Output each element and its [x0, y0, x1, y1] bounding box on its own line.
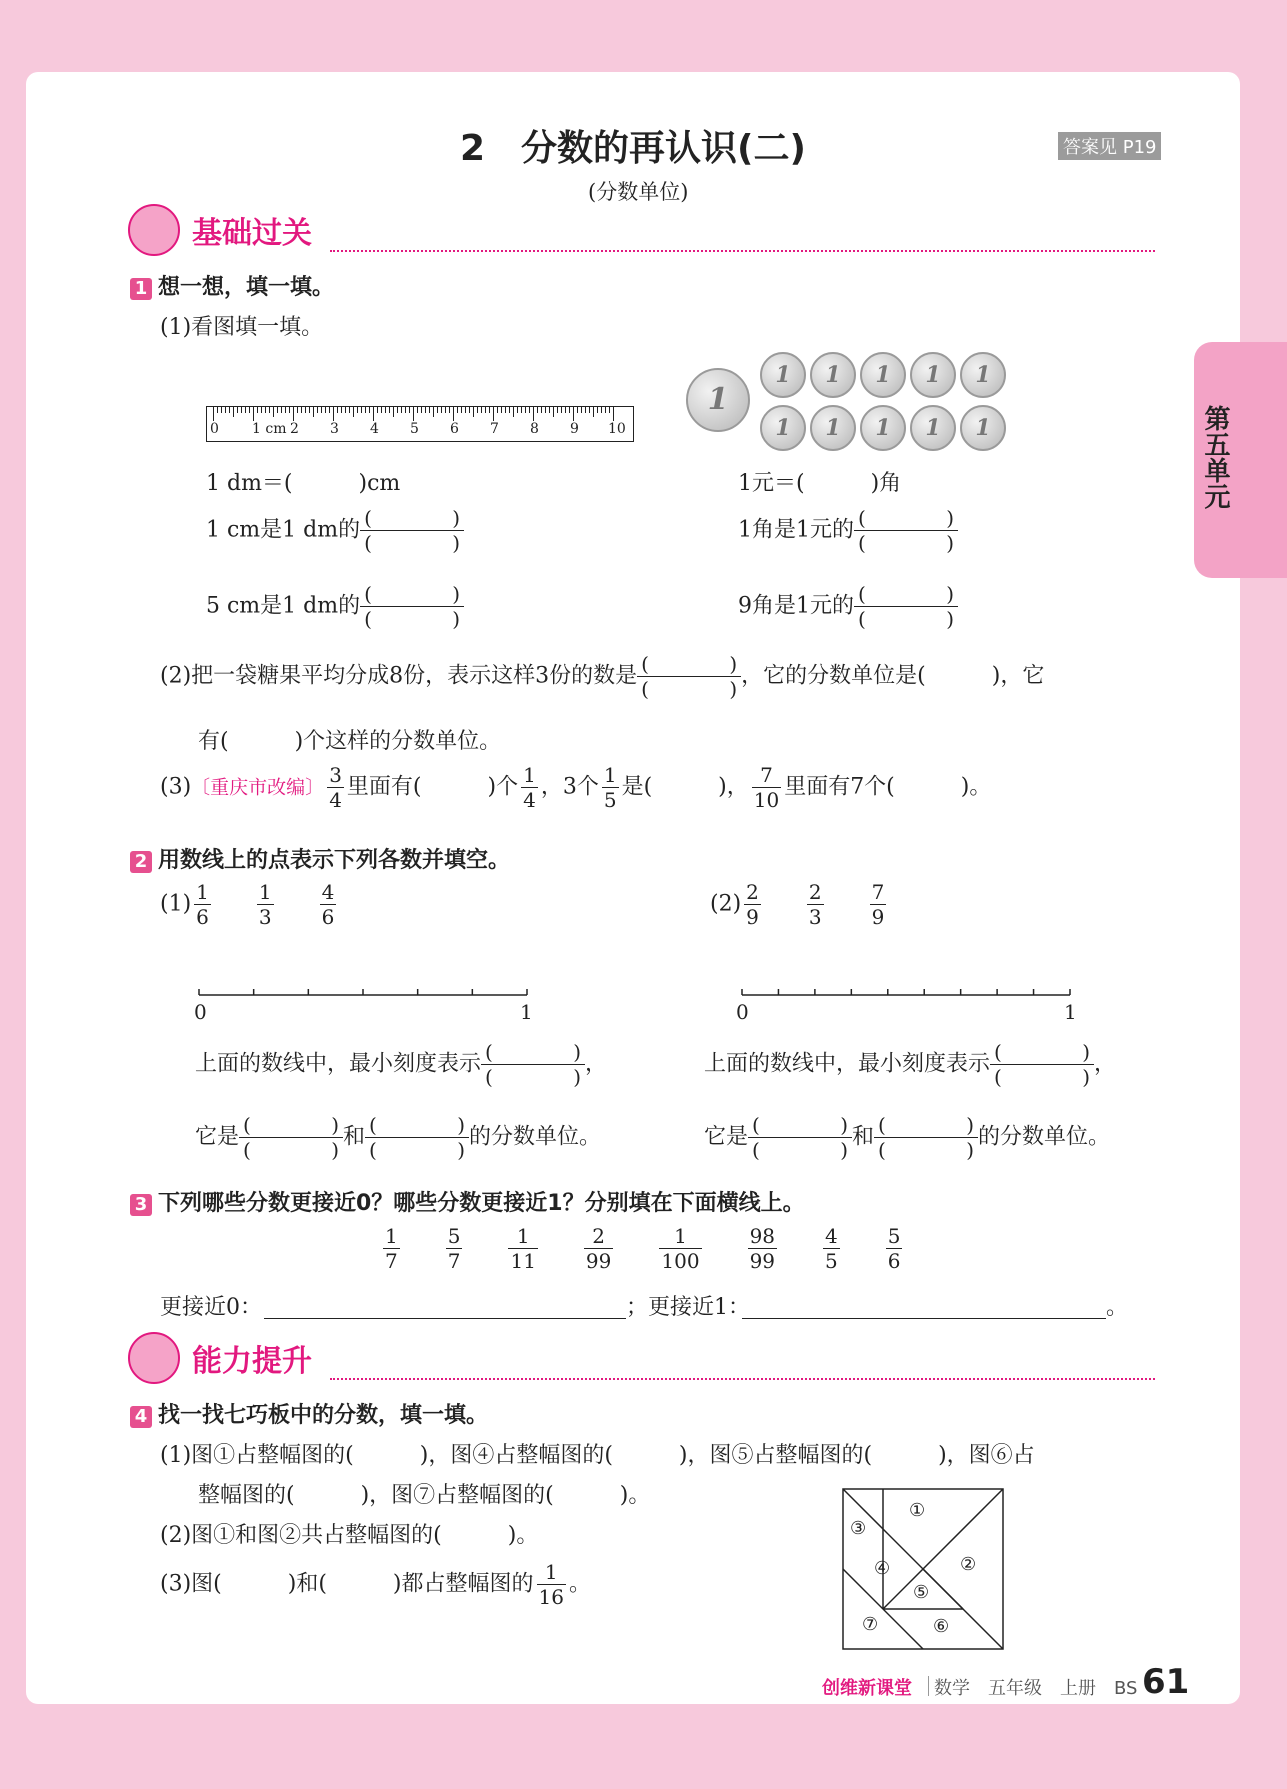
ruler-tick	[309, 407, 310, 413]
q1-header	[130, 270, 334, 301]
ruler-tick	[521, 407, 522, 413]
5cm-of-dm-text: 5 cm是1 dm的	[206, 593, 361, 619]
ruler-tick	[393, 407, 394, 417]
ruler-tick	[513, 407, 514, 417]
fraction-3-4: $\frac{3}{4}$	[329, 763, 342, 812]
fraction-7-9: $\frac{7}{9}$	[871, 880, 885, 929]
q2-part1-label: (1)	[160, 891, 192, 917]
ruler-tick	[337, 407, 338, 413]
ruler-tick	[417, 407, 418, 413]
ruler-tick	[361, 407, 362, 413]
q2-set2	[710, 880, 889, 929]
ruler-tick	[549, 407, 550, 413]
q4-line4	[160, 1560, 591, 1609]
9jiao-of-yuan-text: 9角是1元的	[738, 593, 854, 619]
q3-header	[130, 1186, 805, 1217]
ruler-tick	[397, 407, 398, 413]
ruler-tick	[573, 407, 574, 421]
fraction-blank[interactable]: ( ) ( )	[874, 1113, 978, 1162]
ruler-tick	[269, 407, 270, 413]
coin-yuan-icon: 1	[686, 368, 750, 432]
fraction-blank[interactable]: ( ) ( )	[481, 1040, 585, 1089]
q4-end-mark: 。	[568, 1571, 591, 1597]
fraction-98-99: $\frac{98}{99}$	[749, 1224, 776, 1273]
coin-jiao-icon: 1	[860, 405, 906, 451]
ruler-tick	[529, 407, 530, 413]
ruler-tick	[429, 407, 430, 413]
ruler-tick	[273, 407, 274, 417]
ruler-tick	[537, 407, 538, 413]
coin-jiao-icon: 1	[760, 405, 806, 451]
cm-of-dm-text: 1 cm是1 dm的	[206, 517, 361, 543]
fraction-2-9: $\frac{2}{9}$	[746, 880, 759, 929]
q1-sub3-text[interactable]: 是( )，	[621, 774, 749, 800]
ruler-label: 2	[290, 421, 299, 437]
ruler-tick	[461, 407, 462, 413]
ruler-tick	[341, 407, 342, 413]
source-tag: 〔重庆市改编〕	[191, 776, 325, 799]
closer-to-1-label: ；更接近1：	[626, 1295, 750, 1320]
section-title-basic: 基础过关	[192, 216, 312, 251]
ruler-tick	[465, 407, 466, 413]
q3-prompt: 下列哪些分数更接近0？哪些分数更接近1？分别填在下面横线上。	[158, 1191, 805, 1216]
ruler-tick	[369, 407, 370, 413]
ruler-tick	[345, 407, 346, 413]
ruler-tick	[225, 407, 226, 413]
ruler-tick	[233, 407, 234, 417]
ruler-label: 1 cm	[252, 421, 287, 437]
tangram-piece-label: ①	[909, 1500, 926, 1521]
ruler-tick	[365, 407, 366, 413]
ruler-tick	[485, 407, 486, 413]
ruler-tick	[321, 407, 322, 413]
coin-jiao-icon: 1	[810, 405, 856, 451]
ruler-label: 3	[330, 421, 339, 437]
q2-prompt: 用数线上的点表示下列各数并填空。	[158, 848, 511, 873]
ruler-tick	[593, 407, 594, 417]
q2-text: 上面的数线中，最小刻度表示	[195, 1051, 482, 1077]
ruler-tick	[453, 407, 454, 421]
ruler-tick	[441, 407, 442, 413]
ruler-tick	[373, 407, 374, 421]
ruler-tick	[277, 407, 278, 413]
ruler-tick	[517, 407, 518, 413]
q2-text: 和	[852, 1124, 875, 1150]
ruler-tick	[565, 407, 566, 413]
ruler-tick	[221, 407, 222, 413]
q4-line3[interactable]: (2)图①和图②共占整幅图的( )。	[160, 1523, 539, 1548]
ruler-label: 10	[608, 421, 626, 437]
fraction-2-99: $\frac{2}{99}$	[585, 1224, 612, 1273]
number-line-one-label: 1	[520, 1000, 533, 1024]
coin-jiao-icon: 1	[960, 352, 1006, 398]
tangram-piece-label: ③	[850, 1518, 867, 1539]
tangram-piece-label: ⑥	[933, 1616, 950, 1637]
fraction-1-4: $\frac{1}{4}$	[523, 763, 536, 812]
page-subtitle: (分数单位)	[588, 180, 689, 204]
section-divider	[330, 250, 1155, 252]
fraction-5-7: $\frac{5}{7}$	[447, 1224, 461, 1273]
ruler-tick	[437, 407, 438, 413]
q1-sub2-text-c[interactable]: 有( )个这样的分数单位。	[198, 729, 502, 754]
q1-sub3-text: ，3个	[540, 774, 599, 800]
q1-sub3-label: (3)	[160, 774, 192, 800]
fraction-blank[interactable]: ( ) ( )	[239, 1113, 343, 1162]
footer-info: 数学 五年级 上册 BS	[934, 1678, 1138, 1699]
ruler-tick	[389, 407, 390, 413]
ruler-tick	[569, 407, 570, 413]
ruler-tick	[237, 407, 238, 413]
ruler-tick	[333, 407, 334, 421]
ruler-tick	[489, 407, 490, 413]
fraction-7-10: $\frac{7}{10}$	[753, 763, 780, 812]
ruler-tick	[261, 407, 262, 413]
fraction-1-3: $\frac{1}{3}$	[258, 880, 272, 929]
ruler-tick	[473, 407, 474, 417]
q1-sub3-text[interactable]: 里面有( )个	[346, 774, 519, 800]
ruler-tick	[257, 407, 258, 413]
q1-sub3-line	[160, 763, 991, 812]
ruler-tick	[401, 407, 402, 413]
fraction-blank[interactable]: ( ) ( )	[365, 1113, 469, 1162]
ruler-tick	[613, 407, 614, 421]
tangram-piece-label: ⑦	[862, 1614, 879, 1635]
9jiao-of-yuan-line	[738, 582, 958, 631]
tangram-piece-label: ⑤	[913, 1582, 930, 1603]
ruler-tick	[481, 407, 482, 413]
ruler-tick	[213, 407, 214, 421]
ruler-tick	[353, 407, 354, 417]
q2-text: 上面的数线中，最小刻度表示	[704, 1051, 991, 1077]
jiao-of-yuan-line	[738, 506, 958, 555]
ruler-tick	[585, 407, 586, 413]
q1-sub1: (1)看图填一填。	[160, 315, 324, 340]
ruler-tick	[285, 407, 286, 413]
closer-to-1-input[interactable]	[742, 1318, 1106, 1319]
ruler-tick	[557, 407, 558, 413]
tangram-piece-label: ④	[874, 1558, 891, 1579]
ruler-tick	[281, 407, 282, 413]
fraction-blank[interactable]: ( ) ( )	[637, 652, 741, 701]
q2-set1	[160, 880, 339, 929]
yuan-jiao-blank[interactable]: 1元＝( )角	[738, 471, 902, 496]
coin-jiao-icon: 1	[810, 352, 856, 398]
ruler-label: 7	[490, 421, 499, 437]
fraction-blank[interactable]: ( ) ( )	[748, 1113, 852, 1162]
fraction-1-16: $\frac{1}{16}$	[538, 1560, 564, 1609]
ruler-tick	[425, 407, 426, 413]
number-line-zero-label: 0	[194, 1000, 207, 1024]
q2-unit-right	[704, 1113, 1110, 1162]
q1-prompt: 想一想，填一填。	[158, 275, 335, 300]
ruler-tick	[445, 407, 446, 413]
ruler-tick	[301, 407, 302, 413]
q4-number: 4	[130, 1406, 152, 1428]
number-line-one-label: 1	[1064, 1000, 1077, 1024]
footer-brand: 创维新课堂	[822, 1678, 912, 1699]
coin-jiao-icon: 1	[860, 352, 906, 398]
ruler-label: 9	[570, 421, 579, 437]
number-line-ninths[interactable]	[738, 985, 1078, 1005]
q2-text: 它是	[704, 1124, 749, 1150]
ruler-tick	[421, 407, 422, 413]
ruler-tick	[589, 407, 590, 413]
ruler-tick	[541, 407, 542, 413]
q3-number: 3	[130, 1194, 152, 1216]
q2-comma: ，	[1094, 1051, 1117, 1077]
ruler-tick	[413, 407, 414, 421]
ruler-tick	[505, 407, 506, 413]
fraction-blank[interactable]: ( ) ( )	[854, 506, 958, 555]
fraction-4-6: $\frac{4}{6}$	[321, 880, 335, 929]
q1-sub2-line	[160, 652, 1044, 701]
fraction-blank[interactable]: ( ) ( )	[990, 1040, 1094, 1089]
ruler-label: 6	[450, 421, 459, 437]
ruler-tick	[305, 407, 306, 413]
ruler-tick	[253, 407, 254, 421]
answer-ref-badge: 答案见 P19	[1058, 132, 1161, 160]
q3-fraction-list	[380, 1224, 905, 1273]
ruler-tick	[409, 407, 410, 413]
fraction-5-6: $\frac{5}{6}$	[887, 1224, 901, 1273]
fraction-blank[interactable]: ( ) ( )	[854, 582, 958, 631]
q2-number: 2	[130, 851, 152, 873]
jiao-of-yuan-text: 1角是1元的	[738, 517, 854, 543]
mascot-icon	[128, 204, 180, 256]
ruler-tick	[601, 407, 602, 413]
fraction-1-100: $\frac{1}{100}$	[661, 1224, 700, 1273]
ruler-label: 4	[370, 421, 379, 437]
q2-text: 它是	[195, 1124, 240, 1150]
ruler-tick	[217, 407, 218, 413]
ruler-tick	[605, 407, 606, 413]
ruler-tick	[381, 407, 382, 413]
fraction-2-3: $\frac{2}{3}$	[808, 880, 822, 929]
ruler-tick	[329, 407, 330, 413]
ruler-label: 8	[530, 421, 539, 437]
q3-end-mark: 。	[1106, 1295, 1129, 1320]
fraction-blank[interactable]: ( ) ( )	[360, 582, 464, 631]
fraction-1-5: $\frac{1}{5}$	[603, 763, 617, 812]
ruler-tick	[433, 407, 434, 417]
ruler-tick	[249, 407, 250, 413]
fraction-1-11: $\frac{1}{11}$	[510, 1224, 536, 1273]
ruler-tick	[265, 407, 266, 413]
ruler-tick	[477, 407, 478, 413]
q4-line2[interactable]: 整幅图的( )，图⑦占整幅图的( )。	[198, 1483, 651, 1508]
ruler-tick	[245, 407, 246, 413]
coin-jiao-icon: 1	[910, 405, 956, 451]
ruler-tick	[545, 407, 546, 413]
number-line-sixths[interactable]	[195, 985, 535, 1005]
q2-unit-left	[195, 1113, 601, 1162]
q1-sub2-text-a: (2)把一袋糖果平均分成8份，表示这样3份的数是	[160, 663, 638, 689]
q2-text: 和	[343, 1124, 366, 1150]
q2-header	[130, 843, 510, 874]
ruler-tick	[577, 407, 578, 413]
tangram-piece-label: ②	[960, 1554, 977, 1575]
ruler-tick	[581, 407, 582, 413]
ruler-tick	[405, 407, 406, 413]
ruler-tick	[509, 407, 510, 413]
ruler-tick	[349, 407, 350, 413]
fraction-4-5: $\frac{4}{5}$	[825, 1224, 838, 1273]
ruler-tick	[385, 407, 386, 413]
ruler-tick	[497, 407, 498, 413]
ruler-tick	[501, 407, 502, 413]
ruler-tick	[317, 407, 318, 413]
coin-jiao-icon: 1	[760, 352, 806, 398]
ruler-label: 0	[210, 421, 219, 437]
fraction-blank[interactable]: ( ) ( )	[360, 506, 464, 555]
ruler-tick	[493, 407, 494, 421]
ruler-tick	[561, 407, 562, 413]
number-line-zero-label: 0	[736, 1000, 749, 1024]
ruler-tick	[289, 407, 290, 413]
ruler-tick	[553, 407, 554, 417]
q1-number: 1	[130, 278, 152, 300]
page-number: 61	[1142, 1662, 1190, 1702]
section-title-advanced: 能力提升	[192, 1344, 312, 1379]
ruler-tick	[297, 407, 298, 413]
ruler-tick	[457, 407, 458, 413]
q2-text: 的分数单位。	[469, 1124, 602, 1150]
dm-cm-blank[interactable]: 1 dm＝( )cm	[206, 471, 401, 496]
ruler-label: 5	[410, 421, 419, 437]
ruler-tick	[533, 407, 534, 421]
ruler-tick	[229, 407, 230, 413]
q1-sub2-text-b[interactable]: ，它的分数单位是( )，它	[741, 663, 1045, 689]
q2-comma: ，	[585, 1051, 608, 1077]
coin-jiao-icon: 1	[910, 352, 956, 398]
q2-min-tick-left	[195, 1040, 607, 1089]
ruler-tick	[325, 407, 326, 413]
ruler-tick	[469, 407, 470, 413]
5cm-of-dm-line	[206, 582, 464, 631]
page-title: 2 分数的再认识(二)	[460, 128, 806, 169]
ruler-tick	[449, 407, 450, 413]
q2-part2-label: (2)	[710, 891, 742, 917]
q2-min-tick-right	[704, 1040, 1116, 1089]
ruler-tick	[525, 407, 526, 413]
ruler-tick	[609, 407, 610, 413]
q4-header	[130, 1398, 488, 1429]
cm-of-dm-line	[206, 506, 464, 555]
closer-to-0-label: 更接近0：	[160, 1295, 262, 1320]
coin-jiao-icon: 1	[960, 405, 1006, 451]
q4-line4-text[interactable]: (3)图( )和( )都占整幅图的	[160, 1571, 534, 1597]
ruler-tick	[293, 407, 294, 421]
side-tab-label: 第五单元	[1200, 405, 1230, 509]
ruler-tick	[313, 407, 314, 417]
ruler-tick	[241, 407, 242, 413]
q1-sub3-text[interactable]: 里面有7个( )。	[784, 774, 992, 800]
fraction-1-6: $\frac{1}{6}$	[196, 880, 209, 929]
footer-separator	[928, 1676, 929, 1696]
ruler-tick	[597, 407, 598, 413]
ruler-tick	[357, 407, 358, 413]
mascot-icon	[128, 1332, 180, 1384]
fraction-1-7: $\frac{1}{7}$	[385, 1224, 398, 1273]
closer-to-0-input[interactable]	[264, 1318, 626, 1319]
q2-text: 的分数单位。	[978, 1124, 1111, 1150]
q4-prompt: 找一找七巧板中的分数，填一填。	[158, 1403, 489, 1428]
q4-line1[interactable]: (1)图①占整幅图的( )，图④占整幅图的( )，图⑤占整幅图的( )，图⑥占	[160, 1443, 1035, 1468]
section-divider	[330, 1378, 1155, 1380]
ruler-tick	[377, 407, 378, 413]
